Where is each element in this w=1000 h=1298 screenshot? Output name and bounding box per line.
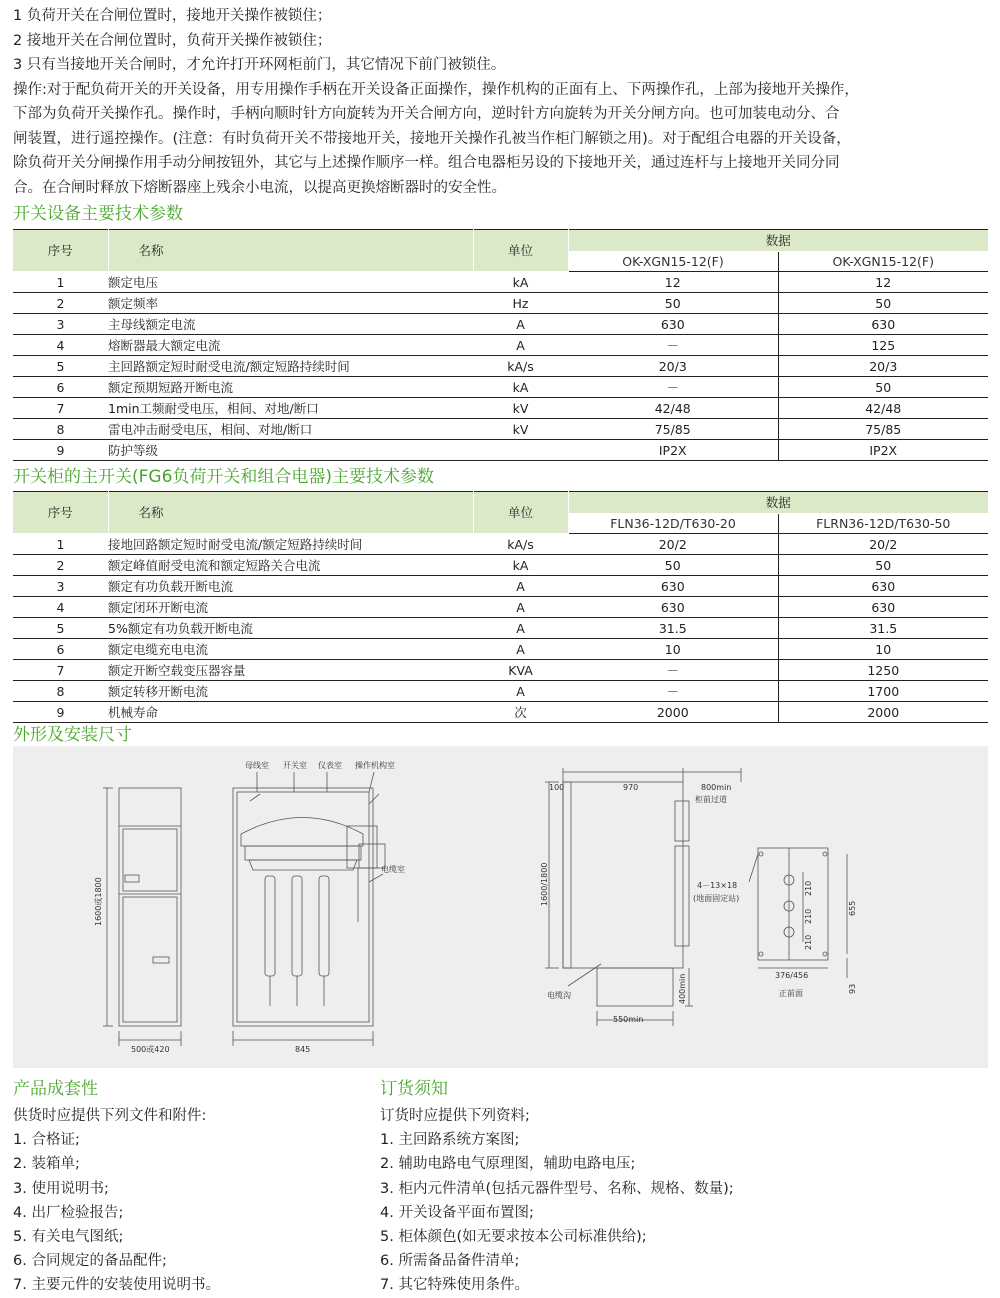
spec-table-2: [13, 491, 988, 723]
cell-seq: 6: [13, 377, 108, 398]
cell-unit: kA: [473, 555, 568, 576]
table-row: [13, 398, 988, 419]
table-row: [13, 335, 988, 356]
dimension-drawing: [13, 746, 988, 1068]
cell-name: 熔断器最大额定电流: [108, 335, 473, 356]
table-row: [13, 639, 988, 660]
plan-view-outline: [563, 782, 683, 968]
cell-value-a: 20/2: [568, 534, 778, 555]
ordering-item: 1. 主回路系统方案图;: [380, 1132, 520, 1149]
cell-seq: 2: [13, 293, 108, 314]
label-height: 1600或1800: [94, 877, 103, 926]
cell-name: 接地回路额定短时耐受电流/额定短路持续时间: [108, 534, 473, 555]
cell-value-a: IP2X: [568, 440, 778, 461]
table-row: [13, 681, 988, 702]
cell-value-a: 2000: [568, 702, 778, 723]
label-depth: 845: [295, 1045, 311, 1054]
cell-value-b: 125: [778, 335, 988, 356]
label-rear-passage: 柜前过道: [695, 795, 727, 804]
intro-line: 下部为负荷开关操作孔。操作时，手柄向顺时针方向旋转为开关合闸方向，逆时针方向旋转为开关分闸方向。也可加装电动分、合: [13, 106, 840, 122]
label-height-side: 1600/1800: [540, 862, 549, 906]
product-set-item: 1. 合格证;: [13, 1132, 80, 1149]
label-mechanism-room: 操作机构室: [355, 761, 395, 770]
header-seq: 序号: [13, 492, 108, 534]
cell-name: 额定电压: [108, 272, 473, 293]
cell-value-b: 12: [778, 272, 988, 293]
intro-text: [13, 4, 993, 200]
cell-name: 额定转移开断电流: [108, 681, 473, 702]
cell-name: 额定开断空载变压器容量: [108, 660, 473, 681]
cell-name: 额定频率: [108, 293, 473, 314]
header-name: 名称: [108, 230, 473, 272]
ordering-title: 订货须知: [380, 1079, 448, 1099]
cell-unit: A: [473, 576, 568, 597]
cell-value-b: 1250: [778, 660, 988, 681]
label-cable-trench: 电缆沟: [547, 991, 571, 1000]
ordering-section: [380, 1074, 734, 1298]
cell-value-b: 20/3: [778, 356, 988, 377]
label-instrument-room: 仪表室: [318, 761, 342, 770]
cell-value-a: 50: [568, 293, 778, 314]
cell-value-b: 50: [778, 555, 988, 576]
table-row: [13, 356, 988, 377]
cell-seq: 5: [13, 356, 108, 377]
table-row: [13, 534, 988, 555]
cell-value-b: 20/2: [778, 534, 988, 555]
ordering-item: 4. 开关设备平面布置图;: [380, 1204, 534, 1221]
intro-line: 闸装置，进行遥控操作。(注意：有时负荷开关不带接地开关，接地开关操作孔被当作柜门解锁之用)。对于配组合电器的开关设备，: [13, 130, 851, 147]
header-seq: 序号: [13, 230, 108, 272]
cell-value-b: IP2X: [778, 440, 988, 461]
table-row: [13, 314, 988, 335]
label-ground-fix: (地面固定站): [693, 894, 740, 903]
header-model-a: OK-XGN15-12(F): [568, 252, 778, 272]
product-set-item: 5. 有关电气图纸;: [13, 1229, 124, 1246]
label-d210a: 210: [804, 880, 813, 896]
label-d800min: 800min: [701, 783, 732, 792]
header-data: 数据: [568, 492, 988, 514]
product-set-item: 7. 主要元件的安装使用说明书。: [13, 1277, 220, 1294]
cell-value-a: 50: [568, 555, 778, 576]
cell-seq: 6: [13, 639, 108, 660]
cell-name: 额定预期短路开断电流: [108, 377, 473, 398]
cell-seq: 7: [13, 398, 108, 419]
label-cable-room: 电缆室: [381, 865, 405, 874]
product-set-item: 3. 使用说明书;: [13, 1180, 109, 1197]
cell-seq: 7: [13, 660, 108, 681]
cell-seq: 3: [13, 576, 108, 597]
table-row: [13, 419, 988, 440]
product-set-item: 4. 出厂检验报告;: [13, 1204, 124, 1221]
ordering-item: 5. 柜体颜色(如无要求按本公司标准供给);: [380, 1229, 647, 1246]
cell-seq: 1: [13, 534, 108, 555]
label-width-front: 500或420: [131, 1045, 170, 1054]
label-d93: 93: [848, 983, 857, 994]
cell-value-a: －: [568, 377, 778, 398]
cell-value-a: 630: [568, 597, 778, 618]
ordering-item: 6. 所需备品备件清单;: [380, 1253, 520, 1270]
spec-table-1: [13, 229, 988, 461]
label-d655: 655: [848, 900, 857, 916]
label-d376-456: 376/456: [775, 971, 809, 980]
cell-name: 额定峰值耐受电流和额定短路关合电流: [108, 555, 473, 576]
cell-value-a: 10: [568, 639, 778, 660]
cell-unit: 次: [473, 702, 568, 723]
header-model-b: FLRN36-12D/T630-50: [778, 514, 988, 534]
cell-seq: 5: [13, 618, 108, 639]
cell-unit: Hz: [473, 293, 568, 314]
cell-value-b: 630: [778, 597, 988, 618]
cell-value-b: 31.5: [778, 618, 988, 639]
cell-seq: 3: [13, 314, 108, 335]
table2-title: 开关柜的主开关(FG6负荷开关和组合电器)主要技术参数: [13, 467, 435, 487]
cell-unit: kA/s: [473, 534, 568, 555]
cell-unit: KVA: [473, 660, 568, 681]
table-row: [13, 576, 988, 597]
header-model-b: OK-XGN15-12(F): [778, 252, 988, 272]
cell-name: 机械寿命: [108, 702, 473, 723]
cell-value-a: 12: [568, 272, 778, 293]
intro-line: 操作:对于配负荷开关的开关设备，用专用操作手柄在开关设备正面操作，操作机构的正面有上、下两操作孔，上部为接地开关操作，: [13, 81, 859, 98]
cell-value-b: 2000: [778, 702, 988, 723]
cell-unit: kA/s: [473, 356, 568, 377]
cell-unit: kV: [473, 398, 568, 419]
cell-value-b: 10: [778, 639, 988, 660]
intro-line: 1 负荷开关在合闸位置时，接地开关操作被锁住；: [13, 8, 332, 24]
table-row: [13, 555, 988, 576]
table-row: [13, 272, 988, 293]
cell-value-a: 630: [568, 576, 778, 597]
table-row: [13, 618, 988, 639]
cell-unit: kA: [473, 272, 568, 293]
cell-unit: kV: [473, 419, 568, 440]
table-row: [13, 702, 988, 723]
cell-value-b: 75/85: [778, 419, 988, 440]
cell-seq: 8: [13, 419, 108, 440]
table-row: [13, 597, 988, 618]
intro-line: 除负荷开关分闸操作用手动分闸按钮外，其它与上述操作顺序一样。组合电器柜另设的下接地开关，通过连杆与上接地开关同分同: [13, 155, 840, 171]
cell-unit: A: [473, 314, 568, 335]
cell-value-a: －: [568, 660, 778, 681]
cell-name: 主回路额定短时耐受电流/额定短路持续时间: [108, 356, 473, 377]
cell-value-b: 1700: [778, 681, 988, 702]
label-d210b: 210: [804, 908, 813, 924]
product-set-section: [13, 1074, 220, 1298]
header-name: 名称: [108, 492, 473, 534]
cell-unit: A: [473, 639, 568, 660]
dimension-svg: [13, 746, 988, 1068]
cell-unit: A: [473, 681, 568, 702]
product-set-item: 6. 合同规定的备品配件;: [13, 1253, 167, 1270]
label-d550min: 550min: [613, 1015, 644, 1024]
cell-name: 主母线额定电流: [108, 314, 473, 335]
foundation-plan: [758, 848, 828, 960]
cell-value-a: 20/3: [568, 356, 778, 377]
cell-unit: A: [473, 597, 568, 618]
cell-value-a: －: [568, 335, 778, 356]
cell-name: 额定有功负载开断电流: [108, 576, 473, 597]
cell-unit: A: [473, 618, 568, 639]
cell-seq: 9: [13, 440, 108, 461]
cell-name: 5%额定有功负载开断电流: [108, 618, 473, 639]
cell-value-a: 630: [568, 314, 778, 335]
label-d400min: 400min: [678, 973, 687, 1004]
cell-value-a: 42/48: [568, 398, 778, 419]
cell-unit: [473, 440, 568, 461]
header-unit: 单位: [473, 492, 568, 534]
label-front-face: 正前面: [779, 989, 803, 998]
cell-value-b: 42/48: [778, 398, 988, 419]
header-model-a: FLN36-12D/T630-20: [568, 514, 778, 534]
ordering-intro: 订货时应提供下列资料;: [380, 1108, 530, 1124]
label-switch-room: 开关室: [283, 761, 307, 770]
cell-value-a: －: [568, 681, 778, 702]
cell-seq: 8: [13, 681, 108, 702]
cell-seq: 4: [13, 335, 108, 356]
cell-name: 雷电冲击耐受电压，相间、对地/断口: [108, 419, 473, 440]
product-set-title: 产品成套性: [13, 1079, 98, 1099]
header-unit: 单位: [473, 230, 568, 272]
ordering-item: 2. 辅助电路电气原理图，辅助电路电压;: [380, 1156, 636, 1173]
cell-name: 额定电缆充电电流: [108, 639, 473, 660]
table-row: [13, 440, 988, 461]
cell-unit: kA: [473, 377, 568, 398]
cell-seq: 1: [13, 272, 108, 293]
label-d100: 100: [549, 783, 565, 792]
cell-name: 防护等级: [108, 440, 473, 461]
cell-value-a: 31.5: [568, 618, 778, 639]
table-row: [13, 660, 988, 681]
table-row: [13, 377, 988, 398]
side-view-cabinet: [233, 788, 373, 1026]
cell-seq: 2: [13, 555, 108, 576]
ordering-item: 7. 其它特殊使用条件。: [380, 1277, 529, 1294]
ordering-item: 3. 柜内元件清单(包括元器件型号、名称、规格、数量);: [380, 1180, 734, 1197]
cell-value-a: 75/85: [568, 419, 778, 440]
intro-line: 2 接地开关在合闸位置时，负荷开关操作被锁住；: [13, 32, 332, 49]
product-set-intro: 供货时应提供下列文件和附件:: [13, 1108, 207, 1124]
cell-value-b: 630: [778, 576, 988, 597]
cell-name: 1min工频耐受电压，相间、对地/断口: [108, 398, 473, 419]
cell-name: 额定闭环开断电流: [108, 597, 473, 618]
intro-line: 合。在合闸时释放下熔断器座上残余小电流，以提高更换熔断器时的安全性。: [13, 179, 506, 196]
cell-value-b: 630: [778, 314, 988, 335]
header-data: 数据: [568, 230, 988, 252]
cell-seq: 9: [13, 702, 108, 723]
cell-value-b: 50: [778, 377, 988, 398]
label-d970: 970: [623, 783, 639, 792]
dimensions-title: 外形及安装尺寸: [13, 725, 132, 745]
cell-seq: 4: [13, 597, 108, 618]
label-busbar-room: 母线室: [245, 761, 269, 770]
cell-value-b: 50: [778, 293, 988, 314]
table-row: [13, 293, 988, 314]
table1-title: 开关设备主要技术参数: [13, 204, 183, 224]
label-holes: 4－13×18: [697, 881, 738, 890]
front-view-cabinet: [119, 788, 181, 1026]
product-set-item: 2. 装箱单;: [13, 1156, 80, 1173]
intro-line: 3 只有当接地开关合闸时，才允许打开环网柜前门，其它情况下前门被锁住。: [13, 57, 506, 73]
cell-unit: A: [473, 335, 568, 356]
label-d210c: 210: [804, 934, 813, 950]
